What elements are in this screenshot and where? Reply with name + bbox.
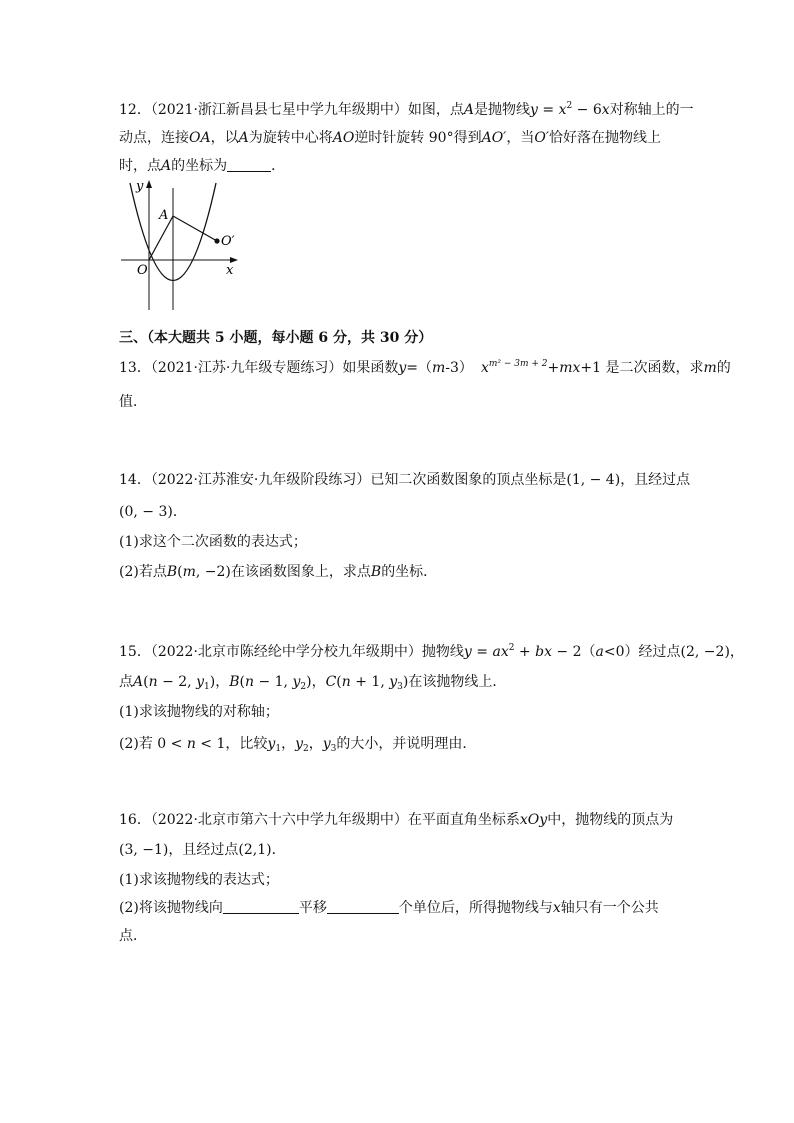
var: m [432, 360, 446, 376]
text: 在该函数图象上，求点 [230, 564, 371, 580]
text: − 6 [572, 102, 602, 118]
math: (1, − 4) [566, 472, 621, 488]
var: B [166, 564, 178, 580]
text: 平移 [298, 900, 327, 916]
question-number: 12． [119, 102, 151, 118]
var: mx [559, 360, 581, 376]
text: 逆时针旋转 90°得到 [354, 130, 482, 146]
var: A [238, 130, 249, 146]
answer-blank[interactable] [227, 157, 271, 172]
var: y [398, 360, 407, 376]
subscript: 2 [300, 682, 307, 692]
text: 的大小，并说明理由． [336, 736, 477, 752]
q14-line-1 [119, 470, 690, 490]
var: m [703, 360, 717, 376]
var: C [325, 674, 337, 690]
var: x [544, 644, 552, 660]
q16-sub-1: (1)求该抛物线的表达式； [119, 872, 279, 888]
q14-sub-1: (1)求这个二次函数的表达式； [119, 534, 307, 550]
q15-sub-1: (1)求该抛物线的对称轴； [119, 704, 279, 720]
q16-sub-2 [119, 898, 659, 918]
text: -3） [445, 360, 473, 376]
subscript: 3 [397, 682, 403, 692]
var: x [558, 102, 567, 118]
var: a [595, 644, 604, 660]
text: ) [209, 674, 216, 690]
text: ( [143, 674, 149, 690]
var: x [552, 900, 561, 916]
var: y [389, 674, 398, 690]
q12-line-2 [119, 128, 661, 148]
text: ，且经过点 [620, 472, 691, 488]
text: − 2 [551, 644, 582, 660]
label-Oprime: O′ [221, 234, 235, 249]
question-source: （2021·江苏·九年级专题练习） [150, 360, 343, 376]
var: y [267, 736, 276, 752]
var: A [463, 102, 475, 118]
text: ． [271, 842, 286, 858]
text: +1 是二次函数，求 [580, 360, 704, 376]
q16-line-2 [119, 840, 286, 860]
q15-sub-2 [119, 734, 476, 754]
var: n [244, 674, 254, 690]
superscript: m² − 3m + 2 [488, 359, 548, 369]
text: 动点，连接 [119, 130, 189, 146]
text: <0）经过点 [603, 644, 681, 660]
text: 如图，点 [407, 102, 464, 118]
var: n [341, 674, 351, 690]
var: B [370, 564, 382, 580]
question-source: （2022·江苏淮安·九年级阶段练习） [150, 472, 371, 488]
answer-blank-direction[interactable] [223, 899, 299, 914]
question-source: （2022·北京市第六十六中学九年级期中） [150, 812, 408, 828]
var: A [161, 158, 172, 174]
label-O: O [137, 263, 148, 278]
text: （ [581, 644, 596, 660]
point-Oprime [214, 238, 219, 243]
text: 个单位后，所得抛物线与 [398, 900, 553, 916]
var: OA [189, 130, 211, 146]
var: n [148, 674, 158, 690]
var: n [186, 736, 196, 752]
text: 是抛物线 [474, 102, 531, 118]
text: − 1, [254, 674, 293, 690]
var: y [322, 736, 331, 752]
text: ) [402, 674, 409, 690]
text: (2)将该抛物线向 [119, 900, 223, 916]
text: 恰好落在抛物线上 [549, 130, 662, 146]
text: 的 [716, 360, 731, 376]
text: ， [729, 644, 744, 660]
math: (2,1) [238, 842, 272, 858]
text: ( [177, 564, 183, 580]
x-axis-label: x [226, 263, 234, 278]
text: (2)若 0 < [119, 736, 187, 752]
parabola-figure [116, 178, 246, 313]
text: 时，点 [119, 158, 161, 174]
var: y [292, 674, 301, 690]
q13-line-1 [119, 358, 731, 378]
superscript: 2 [566, 101, 573, 111]
text: ． [172, 504, 187, 520]
var: b [535, 644, 545, 660]
text: 的坐标． [381, 564, 438, 580]
text: ， [215, 674, 230, 690]
q16-sub-2-cont: 点． [119, 928, 147, 944]
math: (2, −2) [680, 644, 730, 660]
text: 轴只有一个公共 [560, 900, 659, 916]
math: (0, − 3) [119, 504, 173, 520]
text: 点 [119, 674, 133, 690]
text: = [471, 644, 493, 660]
question-source: （2022·北京市陈经纶中学分校九年级期中） [150, 644, 422, 660]
text: 为旋转中心将 [248, 130, 333, 146]
q12-line-3 [119, 156, 285, 176]
q14-line-2 [119, 502, 187, 522]
text: < 1，比较 [195, 736, 268, 752]
var: x [500, 644, 509, 660]
text: 的坐标为 [171, 158, 228, 174]
y-axis-arrow [146, 180, 152, 188]
q15-line-1 [119, 642, 744, 662]
text: 抛物线 [421, 644, 464, 660]
text: ( [239, 674, 245, 690]
subscript: 2 [302, 744, 309, 754]
math: (3, −1) [119, 842, 169, 858]
q12-line-1 [119, 100, 694, 120]
var: A [133, 674, 144, 690]
question-source: （2021·浙江新昌县七星中学九年级期中） [150, 102, 408, 118]
text: + 1, [350, 674, 390, 690]
subscript: 1 [204, 682, 210, 692]
superscript: 2 [508, 643, 515, 653]
text: ) [306, 674, 312, 690]
text: + [547, 360, 560, 376]
var: y [196, 674, 204, 690]
var: m [182, 564, 196, 580]
var: B [229, 674, 240, 690]
text: 中，抛物线的顶点为 [547, 812, 674, 828]
question-number: 15． [119, 644, 151, 660]
question-number: 14． [119, 472, 151, 488]
var: a [492, 644, 501, 660]
text: 在该抛物线上． [408, 674, 507, 690]
text: ． [271, 158, 286, 174]
subscript: 3 [330, 744, 337, 754]
question-number: 13． [119, 360, 151, 376]
text: 对称轴上的一 [609, 102, 694, 118]
label-A: A [159, 208, 169, 223]
var: x [480, 360, 489, 376]
var: y [463, 644, 472, 660]
q16-line-1 [119, 810, 673, 830]
text: ，且经过点 [168, 842, 239, 858]
text: ，当 [506, 130, 535, 146]
question-number: 16． [119, 812, 151, 828]
var: x [601, 102, 610, 118]
var: AO [332, 130, 355, 146]
q15-line-2 [119, 672, 506, 692]
text: − 2, [157, 674, 197, 690]
var: AO′ [481, 130, 507, 146]
text: 已知二次函数图象的顶点坐标是 [370, 472, 567, 488]
section-heading: 三、（本大题共 5 小题，每小题 6 分，共 30 分） [119, 330, 433, 346]
y-axis-label: y [136, 179, 144, 194]
q13-line-2: 值． [119, 394, 147, 410]
q14-sub-2 [119, 562, 437, 582]
text: + [514, 644, 536, 660]
text: =（ [406, 360, 433, 376]
text: 在平面直角坐标系 [407, 812, 520, 828]
text: 如果函数 [342, 360, 399, 376]
var: y [295, 736, 303, 752]
var: O′ [534, 130, 550, 146]
text: = [537, 102, 559, 118]
text: ， [311, 674, 326, 690]
subscript: 1 [275, 744, 282, 754]
var: xOy [519, 812, 548, 828]
segment-AOprime [173, 216, 217, 241]
answer-blank-units[interactable] [327, 899, 399, 914]
text: (2)若点 [119, 564, 167, 580]
text: , −2) [195, 564, 231, 580]
var: y [530, 102, 538, 118]
text: ， [281, 736, 296, 752]
text: ( [336, 674, 342, 690]
text: ，以 [210, 130, 239, 146]
text: ， [308, 736, 323, 752]
